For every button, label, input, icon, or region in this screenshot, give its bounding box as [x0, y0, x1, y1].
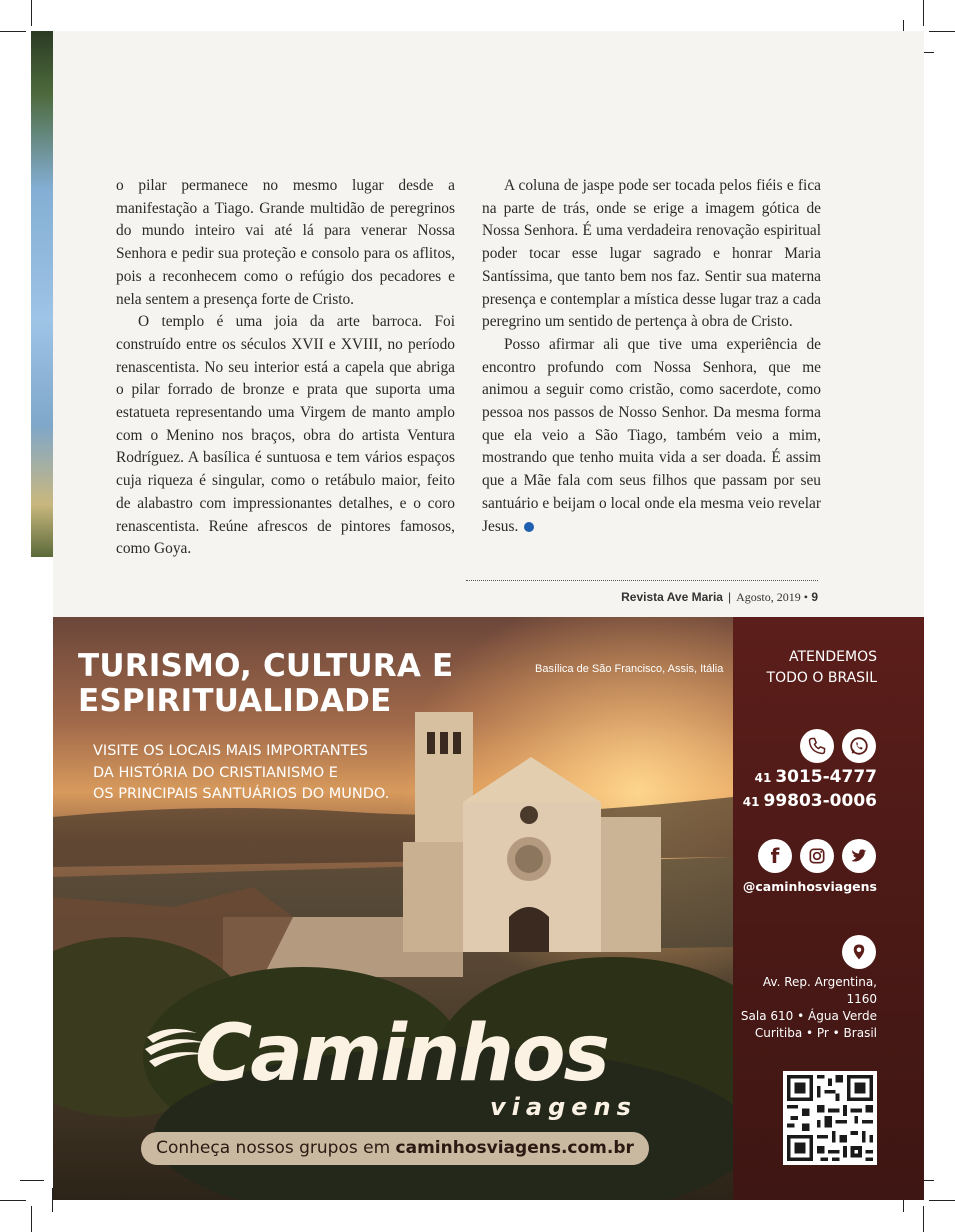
address-line: Curitiba • Pr • Brasil	[754, 1026, 877, 1040]
bleed-photo-strip	[31, 31, 53, 557]
ad-headline	[78, 649, 498, 719]
crop-mark	[923, 1206, 924, 1232]
ad-subheadline-line: OS PRINCIPAIS SANTUÁRIOS DO MUNDO.	[93, 786, 390, 802]
ad-headline-line: ESPIRITUALIDADE	[78, 683, 392, 719]
service-area-text	[733, 647, 877, 689]
crop-mark	[929, 31, 955, 32]
crop-mark	[31, 0, 32, 26]
crop-mark	[929, 1200, 955, 1201]
crop-mark	[0, 1200, 26, 1201]
ad-subheadline	[93, 741, 473, 806]
area-code: 41	[754, 771, 772, 785]
issue-date: Agosto, 2019 •	[736, 590, 808, 604]
qr-code[interactable]	[783, 1071, 877, 1165]
instagram-icon[interactable]	[800, 839, 834, 873]
page-number: 9	[811, 590, 818, 604]
address-line: Sala 610 • Água Verde	[740, 1009, 877, 1023]
article-paragraph: o pilar permanece no mesmo lugar desde a manifestação a Tiago. Grande multidão de peregrinos do mundo inteiro vai até lá para venerar Nossa Senhora e pedir sua proteção e consolo para os aflitos, pois a reconhecem como o refúgio dos pecadores e nela sentem a presença forte de Cristo.	[116, 177, 455, 308]
travel-advertisement	[53, 617, 924, 1200]
logo-wordmark: Caminhos	[195, 1009, 608, 1099]
article-paragraph: A coluna de jaspe pode ser tocada pelos fiéis e fica na parte de trás, onde se erige a imagem gótica de Nossa Senhora. É uma verdadeira renovação espiritual poder tocar esse lugar sagrado e honrar Maria Santíssima, que tanto bem nos faz. Sentir sua materna presença e contemplar a mística desse lugar traz a cada peregrino um sentido de pertença à obra de Cristo.	[482, 177, 821, 331]
crop-mark	[923, 0, 924, 26]
crop-mark	[20, 1180, 44, 1181]
website-cta[interactable]	[141, 1132, 649, 1165]
service-area-line: TODO O BRASIL	[766, 670, 877, 686]
phone-number-1[interactable]	[733, 767, 877, 787]
phone-number-2[interactable]	[733, 791, 877, 811]
contact-sidebar	[733, 617, 924, 1200]
address	[733, 974, 877, 1042]
footer-separator: |	[727, 590, 732, 604]
whatsapp-icon[interactable]	[842, 729, 876, 763]
footer-rule	[466, 580, 818, 581]
ad-subheadline-line: VISITE OS LOCAIS MAIS IMPORTANTES	[93, 743, 368, 759]
phone-digits: 3015-4777	[775, 767, 877, 787]
end-of-article-dot-icon	[524, 522, 534, 532]
website-link[interactable]: caminhosviagens.com.br	[395, 1138, 634, 1158]
ad-headline-line: TURISMO, CULTURA E	[78, 648, 454, 684]
crop-mark	[0, 31, 26, 32]
article-paragraph	[482, 334, 821, 538]
address-line: Av. Rep. Argentina, 1160	[762, 975, 877, 1006]
page-footer	[621, 590, 818, 605]
phone-icon[interactable]	[800, 729, 834, 763]
social-handle[interactable]: @caminhosviagens	[742, 879, 877, 894]
cta-prefix: Conheça nossos grupos em	[156, 1138, 396, 1158]
area-code: 41	[742, 795, 760, 809]
article-column-left	[116, 175, 455, 561]
article-paragraph: O templo é uma joia da arte barroca. Foi construído entre os séculos XVII e XVIII, no período renascentista. No seu interior está a capela que abriga o pilar forrado de bronze e prata que suporta uma estatueta representando uma Virgem de manto amplo com o Menino nos braços, obra do artista Ventura Rodríguez. A basílica é suntuosa e tem vários espaços cuja riqueza é singular, como o retábulo maior, feito de alabastro com impressionantes detalhes, e o coro renascentista. Reúne afrescos de pintores famosos, como Goya.	[116, 313, 455, 558]
ad-subheadline-line: DA HISTÓRIA DO CRISTIANISMO E	[93, 764, 338, 781]
facebook-icon[interactable]: f	[758, 839, 792, 873]
location-pin-icon	[842, 935, 876, 969]
article-column-right	[482, 175, 821, 538]
caminhos-logo	[145, 1009, 637, 1129]
article-paragraph-text: Posso afirmar ali que tive uma experiência de encontro profundo com Nossa Senhora, que me animou a seguir como cristão, como sacerdote, como pessoa nos passos de Nosso Senhor. Da mesma forma que ela veio a São Tiago, também veio a mim, mostrando que tenho muita vida a ser doada. É assim que a Mãe fala com seus filhos que passam por seu santuário e beijam o local onde ela mesma veio revelar Jesus.	[482, 335, 821, 535]
magazine-name: Revista Ave Maria	[621, 590, 723, 604]
twitter-icon[interactable]	[842, 839, 876, 873]
crop-mark	[31, 1206, 32, 1232]
photo-caption: Basílica de São Francisco, Assis, Itália	[535, 663, 724, 675]
service-area-line: ATENDEMOS	[789, 649, 877, 665]
phone-digits: 99803-0006	[763, 791, 877, 811]
logo-subtext: viagens	[490, 1093, 637, 1121]
